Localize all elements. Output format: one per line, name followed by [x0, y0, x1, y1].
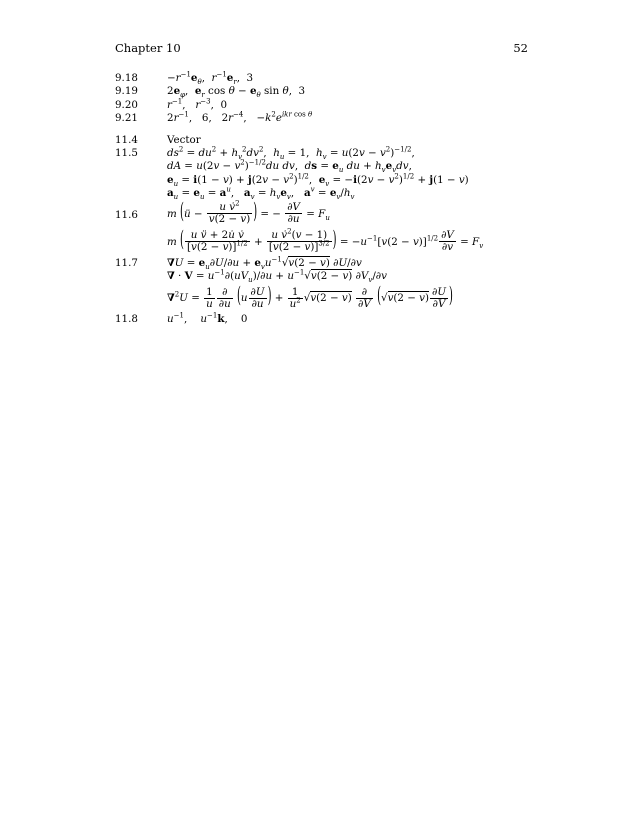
- answer-line: Vector: [167, 133, 201, 146]
- answer-number: 11.4: [115, 133, 138, 146]
- answer-11-4: [115, 134, 528, 147]
- answer-line: $-r^{-1}e_\theta$, $r^{-1}e_r$, 3: [167, 70, 254, 87]
- answer-number: 9.20: [115, 98, 138, 111]
- page-header: [115, 41, 528, 55]
- answers-list: [115, 72, 528, 327]
- answer-number: 9.18: [115, 72, 138, 84]
- answer-9-20: [115, 99, 528, 112]
- answer-number: 9.21: [115, 112, 138, 125]
- answer-number: 11.8: [115, 313, 138, 326]
- answer-number: 11.7: [115, 256, 138, 269]
- answer-11-6: [115, 201, 528, 257]
- answer-line: $2e_\varphi$, $e_r$ $\cos \theta - e_\theta$ sin θ, 3: [167, 85, 306, 100]
- answer-line: m ( $\frac{\text{u v̈ + 2u̇ v̇}}{[v(2 - v)]^{1/2}}$ + $\frac{u v̇^2(v - 1)}{[v(2 - v)]^{3/2}}$ ) = $-u^{-1}[v(2 - v)]^{1/2}$ $\frac{\partial V}{\partial v}$ = $F_v$: [167, 227, 484, 254]
- answer-line: $a_u = e_u = a^u$, $a_v = h_ve_v$, $a^v = e_v/h_v$: [167, 185, 355, 202]
- answer-line: ∇ · $V = u^{-1}\partial(uV_u)/\partial u + u^{-1}√v(2 - v)$ $\partial V_v/\partial v$: [167, 268, 387, 284]
- page-number: 52: [513, 41, 528, 55]
- answer-number: 9.19: [115, 85, 138, 98]
- answer-number: 11.6: [115, 208, 138, 221]
- answer-line: $r^{-1}$, $r^{-3}$, 0: [167, 97, 227, 111]
- answer-line: $2r^{-1}$, 6, $2r^{-4}$, $-k^2e^{ikr cos \theta}$: [167, 110, 313, 125]
- answer-9-21: [115, 112, 528, 125]
- answer-11-5: [115, 147, 528, 201]
- answer-11-8: [115, 313, 528, 326]
- answer-line: $u^{-1}$, $u^{-1}k$, 0: [167, 311, 248, 326]
- answer-9-18: [115, 72, 528, 85]
- answer-line: $ds^2 = du^2 + h_v^2dv^2$, $h_u = 1$, $h_v = u(2v - v^2)^{-1/2}$,: [167, 145, 415, 161]
- answer-11-7: [115, 257, 528, 314]
- answer-number: 11.5: [115, 146, 138, 159]
- answer-line: $\nabla U = e_u\partial U/\partial u + e_vu^{-1}√v(2 - v)$ ∂U/∂v: [167, 255, 362, 271]
- chapter-title: Chapter 10: [115, 41, 181, 55]
- answer-line: $e_u = i(1 - v) + j(2v - v^2)^{1/2}$, $e_v = -i(2v - v^2)^{1/2} + j(1 - v)$: [167, 172, 469, 188]
- answer-line: ∇$^2$U = $\frac{1}{u}$ $\frac{\partial}{\partial u}$ (u $\frac{\partial U}{\partial u}$ ) + $\frac{1}{u^2}$ √v(2 − v) $\frac{\partial}{\partial V}$ (√v(2 − v) $\frac{\partial U}{\partial V}$ ): [167, 285, 453, 310]
- answer-line: m (ü − $\frac{u v̇^2}{v(2 - v)}$ ) = − $\frac{\partial V}{\partial u}$ = $F_u$: [167, 199, 330, 226]
- answer-line: dA = $u(2v - v^2)^{-1/2}du$ dv, ds = $e_u$ du + $h_ve_vdv$,: [167, 158, 412, 175]
